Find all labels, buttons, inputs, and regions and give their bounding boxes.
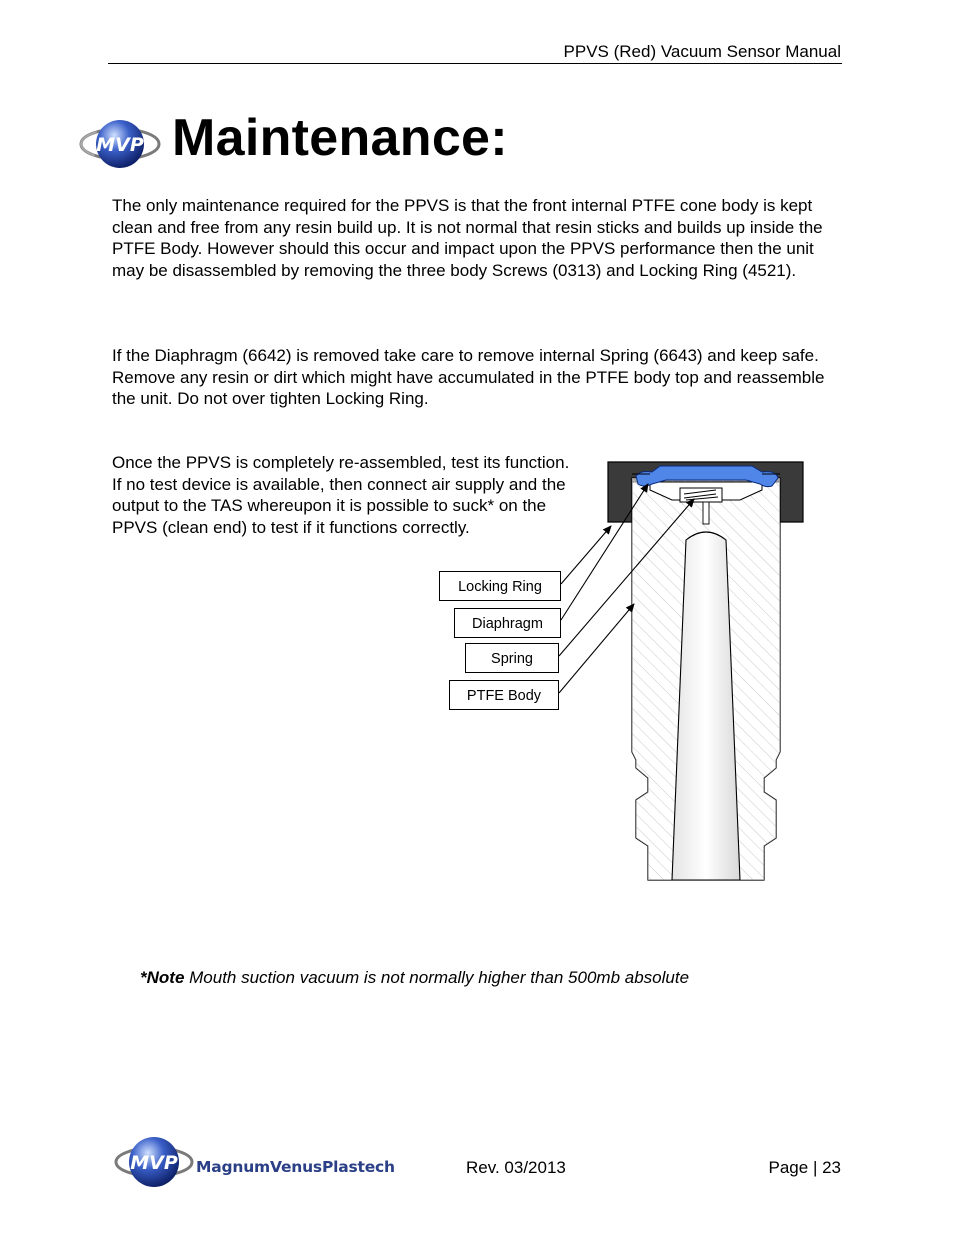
footnote [140,968,689,988]
label-locking-ring: Locking Ring [439,571,561,601]
note-text: Mouth suction vacuum is not normally higher than 500mb absolute [184,968,690,987]
note-label: *Note [140,968,185,987]
label-diaphragm: Diaphragm [454,608,561,638]
label-spring: Spring [465,643,559,673]
leader-ptfe-body [559,604,634,693]
logo-text: MVP [96,134,144,156]
label-ptfe-body: PTFE Body [449,680,559,710]
paragraph-diaphragm: If the Diaphragm (6642) is removed take care to remove internal Spring (6643) and keep safe. Remove any resin or dirt which might have accumulated in the PTFE body top and reassemble the unit. Do not over tighten Locking Ring. [112,346,825,409]
footer-brand-name: MagnumVenusPlastech [196,1158,395,1176]
footer-revision: Rev. 03/2013 [466,1158,566,1177]
paragraph-test: Once the PPVS is completely re-assembled, test its function. If no test device is available, then connect air supply and the output to the TAS whereupon it is possible to suck* on the PPVS (clean end) to test if it functions correctly. [112,453,570,537]
header-divider [108,63,842,64]
leader-locking-ring [561,526,611,584]
mvp-logo-icon [78,114,162,174]
header-title: PPVS (Red) Vacuum Sensor Manual [563,42,841,61]
paragraph-maintenance-intro: The only maintenance required for the PPVS is that the front internal PTFE cone body is kept clean and free from any resin build up. It is not normal that resin sticks and builds up inside the PTFE Body. However should this occur and impact upon the PPVS performance then the unit may be disassembled by removing the three body Screws (0313) and Locking Ring (4521). [112,196,823,280]
footer-page-number: Page | 23 [768,1158,841,1177]
footer-logo-text: MVP [130,1152,178,1174]
page-title: Maintenance: [172,109,508,167]
footer-mvp-logo-icon [112,1132,196,1192]
